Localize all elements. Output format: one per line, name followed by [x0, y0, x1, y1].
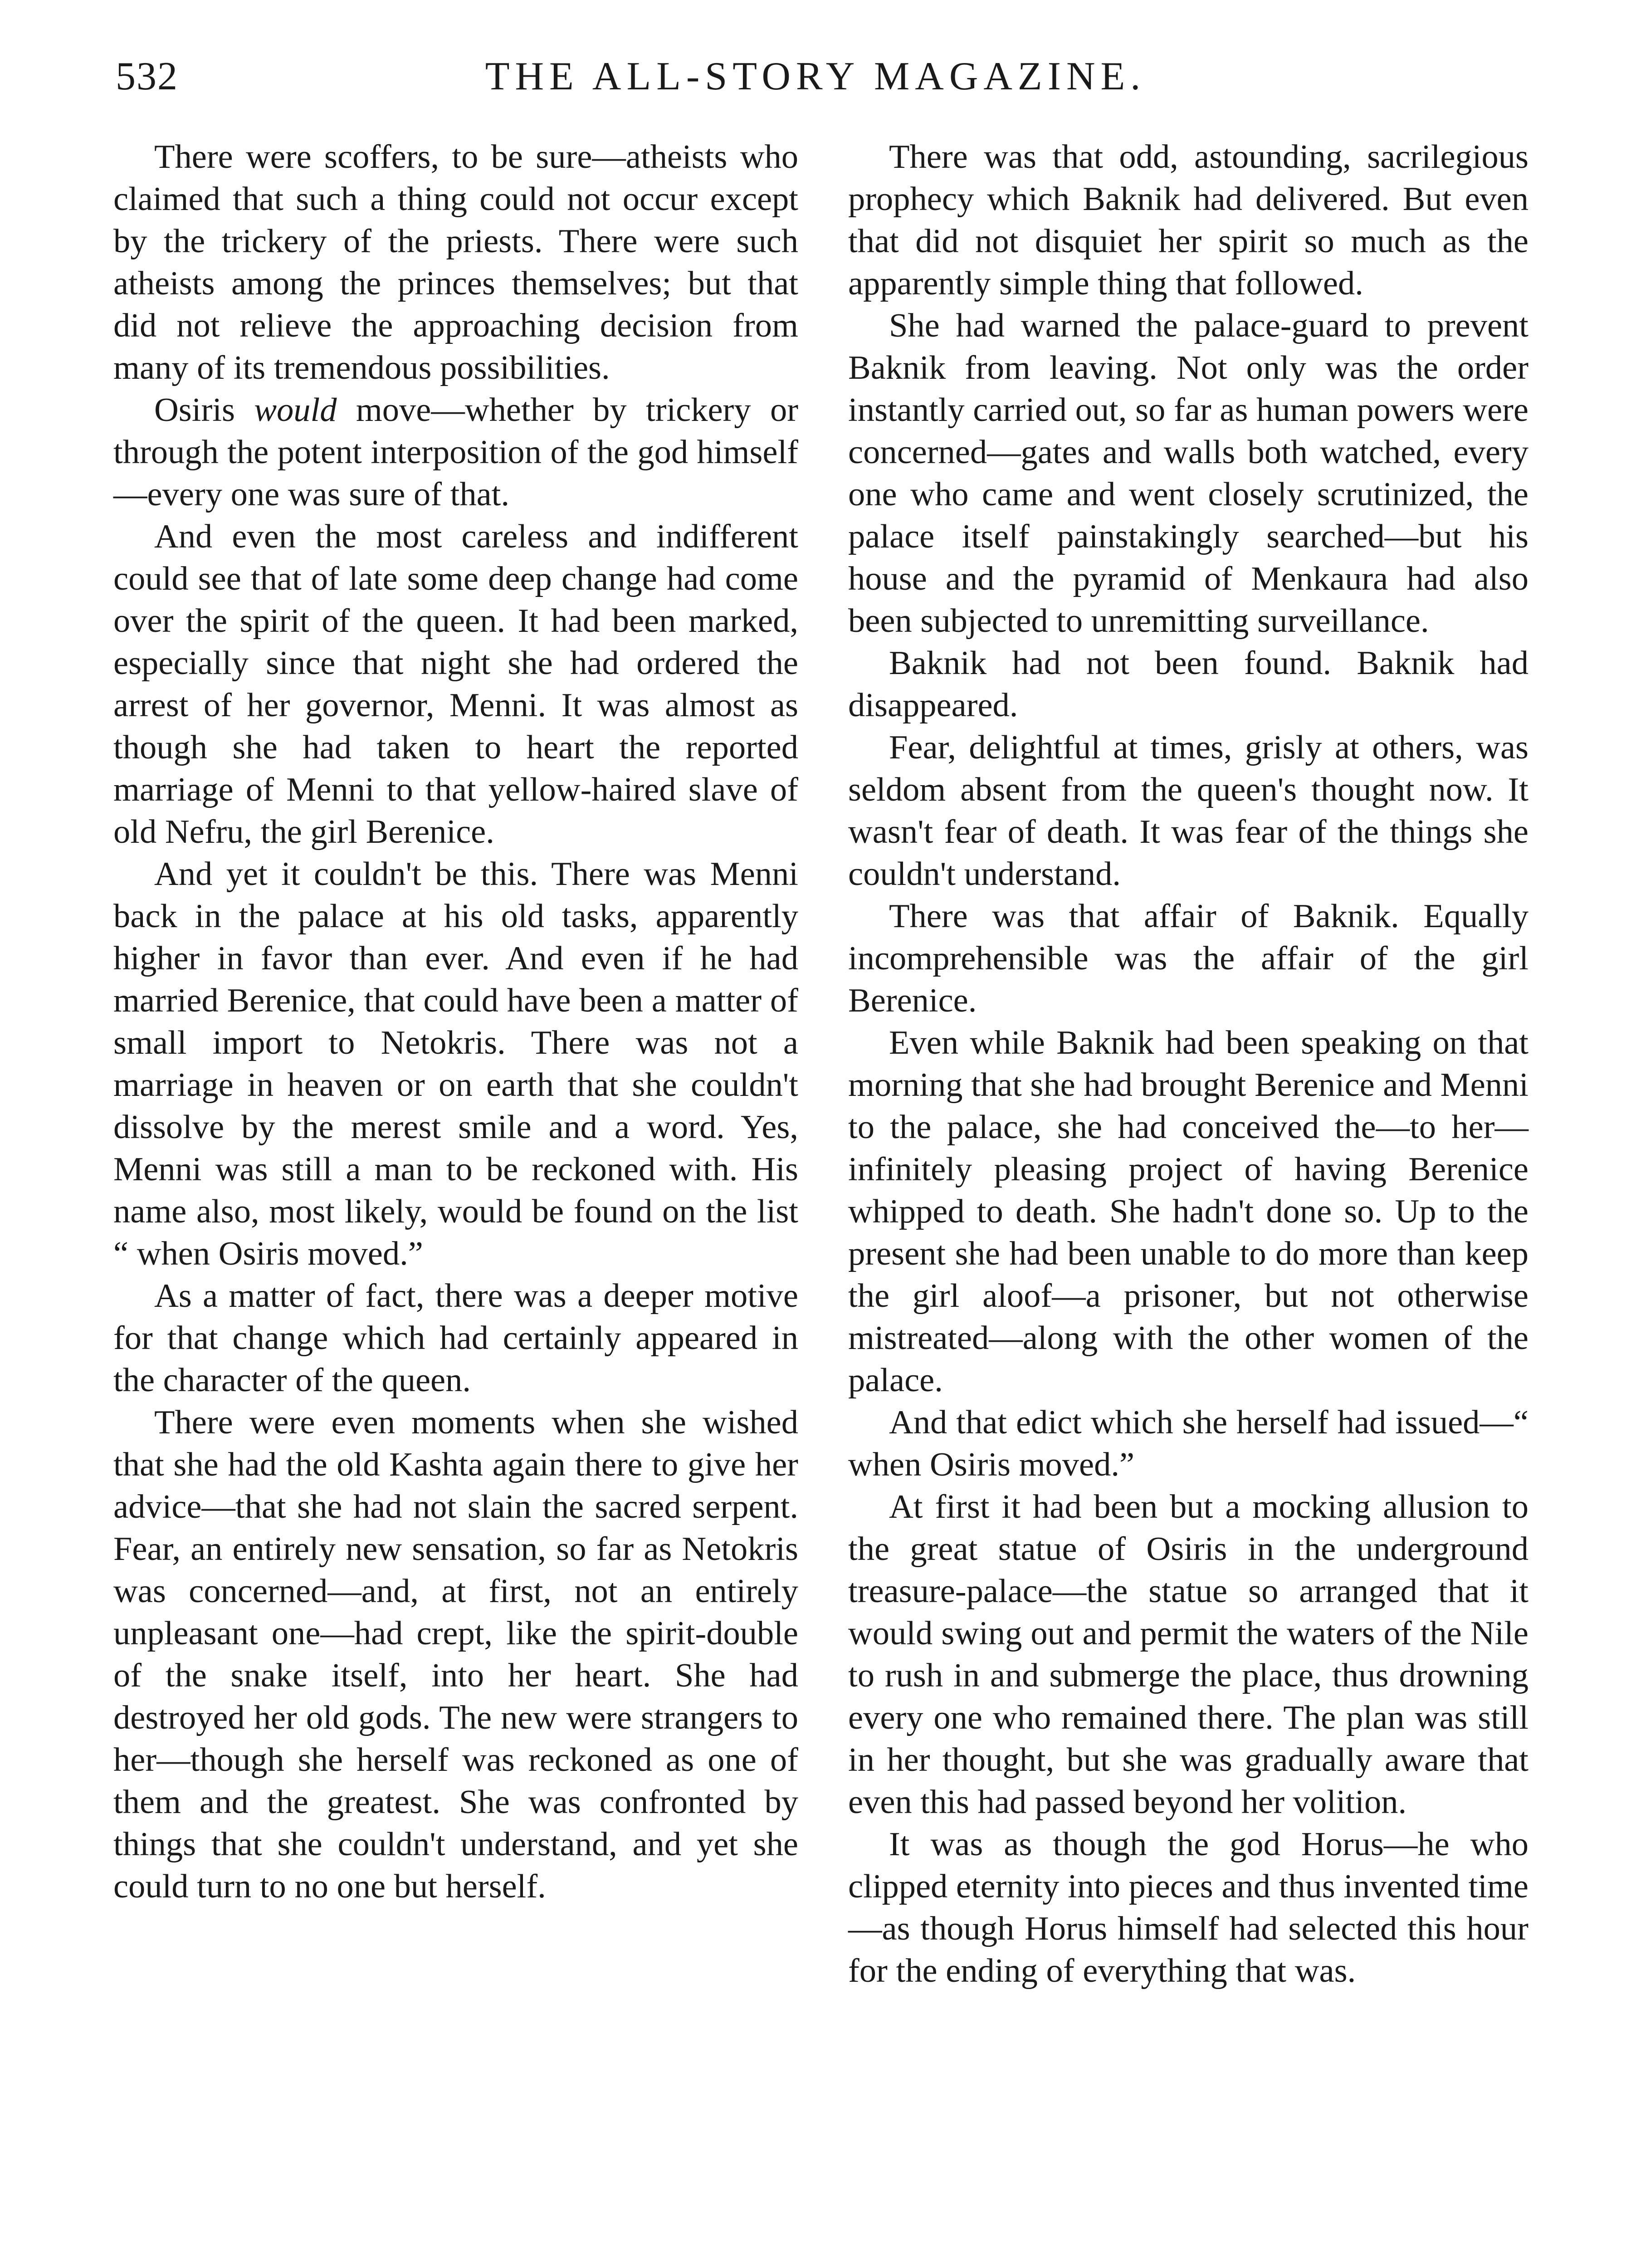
paragraph: Baknik had not been found. Baknik had disappeared. — [848, 645, 1528, 724]
paragraph: And even the most careless and indifferent could see that of late some deep change had come over the spirit of the queen. It had been marked, especially since that night she had ordered the arrest of her governor, Menni. It was almost as though she had taken to heart the reported marriage of Menni to that yellow-haired slave of old Nefru, the girl Berenice. — [113, 518, 798, 850]
paragraph: There were even moments when she wished that she had the old Kashta again there to give her advice—that she had not slain the sacred serpent. Fear, an entirely new sensation, so far as Netokris was concerned—and, at first, not an entirely unpleasant one—had crept, like the spirit-double of the snake itself, into her heart. She had destroyed her old gods. The new were strangers to her—though she herself was reckoned as one of them and the greatest. She was confronted by things that she couldn't understand, and yet she could turn to no one but herself. — [113, 1404, 798, 1905]
right-column — [848, 136, 1528, 1992]
paragraph: Fear, delightful at times, grisly at others, was seldom absent from the queen's thought now. It wasn't fear of death. It was fear of the things she couldn't understand. — [848, 729, 1528, 893]
paragraph: And that edict which she herself had issued—“ when Osiris moved.” — [848, 1404, 1528, 1483]
paragraph: She had warned the palace-guard to prevent Baknik from leaving. Not only was the order instantly carried out, so far as human powers were concerned—gates and walls both watched, every one who came and went closely scrutinized, the palace itself painstakingly searched—but his house and the pyramid of Menkaura had also been subjected to unremitting surveillance. — [848, 307, 1528, 640]
paragraph: There was that affair of Baknik. Equally incomprehensible was the affair of the girl Berenice. — [848, 898, 1528, 1019]
paragraph: As a matter of fact, there was a deeper motive for that change which had certainly appeared in the character of the queen. — [113, 1277, 798, 1399]
emphasis: would — [254, 391, 337, 429]
paragraph: There were scoffers, to be sure—atheists who claimed that such a thing could not occur except by the trickery of the priests. There were such atheists among the princes themselves; but that did not relieve the approaching decision from many of its tremendous possibilities. — [113, 138, 798, 386]
running-head: THE ALL-STORY MAGAZINE. — [485, 54, 1146, 98]
paragraph: It was as though the god Horus—he who clipped eternity into pieces and thus invented time—as though Horus himself had selected this hour for the ending of everything that was. — [848, 1826, 1528, 1989]
paragraph: At first it had been but a mocking allusion to the great statue of Osiris in the underground treasure-palace—the statue so arranged that it would swing out and permit the waters of the Nile to rush in and submerge the place, thus drowning every one who remained there. The plan was still in her thought, but she was gradually aware that even this had passed beyond her volition. — [848, 1488, 1528, 1821]
paragraph: Even while Baknik had been speaking on that morning that she had brought Berenice and Menni to the palace, she had conceived the—to her—infinitely pleasing project of having Berenice whipped to death. She hadn't done so. Up to the present she had been unable to do more than keep the girl aloof—a prisoner, but not otherwise mistreated—along with the other women of the palace. — [848, 1024, 1528, 1399]
paragraph: Osiris would move—whether by trickery or through the potent interposition of the god himself—every one was sure of that. — [113, 391, 798, 513]
paragraph: And yet it couldn't be this. There was Menni back in the palace at his old tasks, apparently higher in favor than ever. And even if he had married Berenice, that could have been a matter of small import to Netokris. There was not a marriage in heaven or on earth that she couldn't dissolve by the merest smile and a word. Yes, Menni was still a man to be reckoned with. His name also, most likely, would be found on the list “ when Osiris moved.” — [113, 855, 798, 1272]
page-number: 532 — [116, 54, 178, 98]
left-column — [113, 136, 798, 1908]
paragraph: There was that odd, astounding, sacrilegious prophecy which Baknik had delivered. But even that did not disquiet her spirit so much as the apparently simple thing that followed. — [848, 138, 1528, 302]
